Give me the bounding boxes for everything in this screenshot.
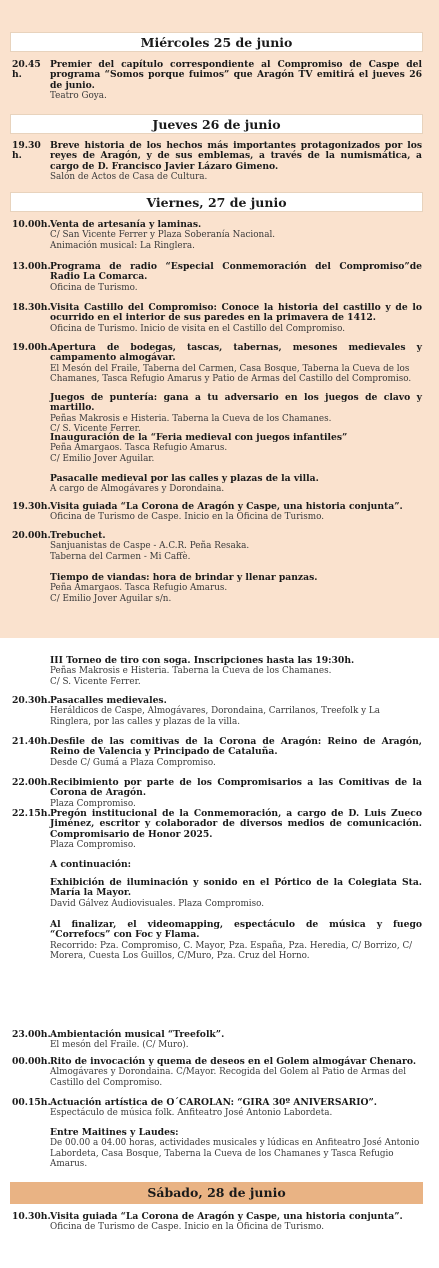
event-detail: Salón de Actos de Casa de Cultura. — [50, 172, 208, 183]
event-title: Venta de artesanía y laminas. — [50, 219, 202, 230]
event-title: Programa de radio “Especial Conmemoración del Compromiso”de Radio La Comarca. — [50, 261, 422, 283]
event-detail: Recorrido: Pza. Compromiso, C. Mayor, Pza. España, Pza. Heredia, C/ Borrizo, C/ Morera, Cuesta Los Guillos, C/Muro, Pza. Cruz del Horno. — [50, 940, 413, 962]
event-time: 18.30h. — [12, 302, 51, 313]
event-title: III Torneo de tiro con soga. Inscripciones hasta las 19:30h. — [50, 655, 355, 666]
event-title: Visita Castillo del Compromiso: Conoce la historia del castillo y de lo ocurrido en el interior de sus paredes en la primavera de 1412. — [50, 302, 422, 324]
event-detail: C/ Emilio Jover Aguilar s/n. — [50, 593, 172, 604]
event-time: 19.30h. — [12, 501, 51, 512]
day-header-friday: Viernes, 27 de junio — [10, 192, 423, 212]
event-title: Desfile de las comitivas de la Corona de Aragón: Reino de Aragón, Reino de Valencia y Principado de Cataluña. — [50, 736, 422, 758]
event-item — [12, 531, 422, 562]
event-item — [12, 433, 422, 464]
event-time: 21.40h. — [12, 736, 51, 747]
event-time: 22.15h. — [12, 808, 51, 819]
event-detail: Plaza Compromiso. — [50, 840, 136, 851]
event-detail: Oficina de Turismo. — [50, 282, 138, 293]
event-item — [12, 1030, 422, 1051]
day-header-saturday: Sábado, 28 de junio — [10, 1182, 423, 1204]
event-detail: Taberna del Carmen - Mi Caffè. — [50, 551, 191, 562]
event-item — [12, 262, 422, 293]
event-detail: Oficina de Turismo. Inicio de visita en el Castillo del Compromiso. — [50, 323, 346, 334]
event-time: 20.30h. — [12, 695, 51, 706]
event-item — [12, 696, 422, 727]
event-time: 20.00h. — [12, 530, 51, 541]
event-time — [12, 393, 50, 414]
event-time: 13.00h. — [12, 261, 51, 272]
event-time — [12, 1128, 50, 1138]
event-detail: Animación musical: La Ringlera. — [50, 240, 195, 251]
event-item — [12, 737, 422, 768]
event-item — [12, 573, 422, 604]
event-title: Visita guiada “La Corona de Aragón y Caspe, una historia conjunta”. — [50, 501, 403, 512]
event-detail: Peña Amargaos. Tasca Refugio Amarus. — [50, 583, 228, 594]
event-detail: C/ S. Vicente Ferrer. — [50, 424, 141, 435]
event-detail: Peña Amargaos. Tasca Refugio Amarus. — [50, 443, 228, 454]
event-item — [12, 860, 422, 870]
event-detail: C/ San Vicente Ferrer y Plaza Soberanía Nacional. — [50, 230, 276, 241]
event-time — [12, 573, 50, 583]
event-time: 00.15h. — [12, 1097, 51, 1108]
event-title: Trebuchet. — [50, 530, 106, 541]
event-detail: C/ Emilio Jover Aguilar. — [50, 453, 155, 464]
event-detail: El Mesón del Fraile, Taberna del Carmen, Casa Bosque, Taberna la Cueva de los Chamanes, Tasca Refugio Amarus y Patio de Armas del Castillo del Compromiso. — [50, 363, 412, 385]
day-header-wednesday: Miércoles 25 de junio — [10, 32, 423, 52]
event-detail: Plaza Compromiso. — [50, 798, 136, 809]
event-time — [12, 860, 50, 870]
event-time: 22.00h. — [12, 777, 51, 788]
event-detail: Oficina de Turismo de Caspe. Inicio en la Oficina de Turismo. — [50, 1222, 325, 1233]
event-title: Inauguración de la “Feria medieval con juegos infantiles” — [50, 432, 348, 443]
event-item — [12, 141, 422, 182]
event-item — [12, 920, 422, 961]
event-item — [12, 1212, 422, 1233]
event-time — [12, 656, 50, 666]
event-item — [12, 343, 422, 384]
event-item — [12, 60, 422, 101]
event-item — [12, 878, 422, 909]
event-item — [12, 303, 422, 334]
event-title: Rito de invocación y quema de deseos en el Golem almogávar Chenaro. — [50, 1056, 417, 1067]
event-time: 19.00h. — [12, 342, 51, 353]
event-detail: Heráldicos de Caspe, Almogávares, Dorondaina, Carrilanos, Treefolk y La Ringlera, por las calles y plazas de la villa. — [50, 706, 380, 727]
event-title: Pasacalles medievales. — [50, 695, 167, 706]
event-detail: C/ S. Vicente Ferrer. — [50, 676, 141, 687]
event-detail: Peñas Makrosis e Histeria. Taberna la Cueva de los Chamanes. — [50, 413, 332, 424]
event-title: Entre Maitines y Laudes: — [50, 1127, 179, 1138]
event-title: Al finalizar, el videomapping, espectáculo de música y fuego “Correfocs” con Foc y Flama. — [50, 919, 422, 941]
event-detail: De 00.00 a 04.00 horas, actividades musicales y lúdicas en Anfiteatro José Antonio Labordeta, Casa Bosque, Taberna la Cueva de los Chamanes y Tasca Refugio Amarus. — [50, 1138, 420, 1169]
event-detail: A cargo de Almogávares y Dorondaina. — [50, 484, 225, 495]
event-time: 00.00h. — [12, 1056, 51, 1067]
event-title: Apertura de bodegas, tascas, tabernas, mesones medievales y campamento almogávar. — [50, 342, 422, 364]
event-time: 10.30h. — [12, 1211, 51, 1222]
event-title: Ambientación musical “Treefolk”. — [50, 1029, 225, 1040]
event-detail: Almogávares y Dorondaina. C/Mayor. Recogida del Golem al Patio de Armas del Castillo del Compromiso. — [50, 1067, 407, 1088]
event-title: Pregón institucional de la Conmemoración, a cargo de D. Luis Zueco Jiménez, escritor y colaborador de diversos medios de comunicación. Compromisario de Honor 2025. — [50, 808, 422, 840]
event-title: A continuación: — [50, 859, 132, 870]
event-item — [12, 502, 422, 523]
event-item — [12, 778, 422, 809]
event-item — [12, 656, 422, 687]
event-time — [12, 474, 50, 484]
event-item — [12, 1128, 422, 1169]
event-title: Actuación artística de O´CAROLAN: “GIRA 30º ANIVERSARIO”. — [50, 1097, 378, 1108]
event-title: Exhibición de iluminación y sonido en el Pórtico de la Colegiata Sta. María la Mayor. — [50, 877, 422, 899]
event-time — [12, 920, 50, 941]
event-title: Recibimiento por parte de los Compromisarios a las Comitivas de la Corona de Aragón. — [50, 777, 422, 799]
event-title: Breve historia de los hechos más importantes protagonizados por los reyes de Aragón, y de sus emblemas, a través de la numismática, a cargo de D. Francisco Javier Lázaro Gimeno. — [50, 140, 422, 172]
event-time: 23.00h. — [12, 1029, 51, 1040]
event-title: Pasacalle medieval por las calles y plazas de la villa. — [50, 473, 319, 484]
event-time: 19.30 h. — [12, 140, 41, 162]
event-item — [12, 809, 422, 850]
event-title: Premier del capítulo correspondiente al Compromiso de Caspe del programa “Somos porque fuimos” que Aragón TV emitirá el jueves 26 de junio. — [50, 59, 422, 91]
event-item — [12, 220, 422, 251]
event-time — [12, 878, 50, 899]
event-item — [12, 393, 422, 434]
event-detail: Sanjuanistas de Caspe - A.C.R. Peña Resaka. — [50, 541, 250, 552]
event-time: 20.45 h. — [12, 59, 41, 81]
event-time — [12, 433, 50, 443]
event-detail: Espectáculo de música folk. Anfiteatro José Antonio Labordeta. — [50, 1108, 333, 1119]
event-item — [12, 1057, 422, 1088]
event-item — [12, 474, 422, 495]
event-detail: El mesón del Fraile. (C/ Muro). — [50, 1040, 189, 1051]
event-detail: Peñas Makrosis e Histeria. Taberna la Cueva de los Chamanes. — [50, 666, 332, 677]
event-detail: David Gálvez Audiovisuales. Plaza Compromiso. — [50, 898, 265, 909]
event-detail: Desde C/ Gumá a Plaza Compromiso. — [50, 757, 216, 768]
day-header-thursday: Jueves 26 de junio — [10, 114, 423, 134]
event-time: 10.00h. — [12, 219, 51, 230]
event-title: Tiempo de viandas: hora de brindar y llenar panzas. — [50, 572, 318, 583]
event-title: Juegos de puntería: gana a tu adversario en los juegos de clavo y martillo. — [50, 392, 422, 414]
event-title: Visita guiada “La Corona de Aragón y Caspe, una historia conjunta”. — [50, 1211, 403, 1222]
event-item — [12, 1098, 422, 1119]
event-detail: Oficina de Turismo de Caspe. Inicio en la Oficina de Turismo. — [50, 512, 325, 523]
event-detail: Teatro Goya. — [50, 91, 107, 102]
